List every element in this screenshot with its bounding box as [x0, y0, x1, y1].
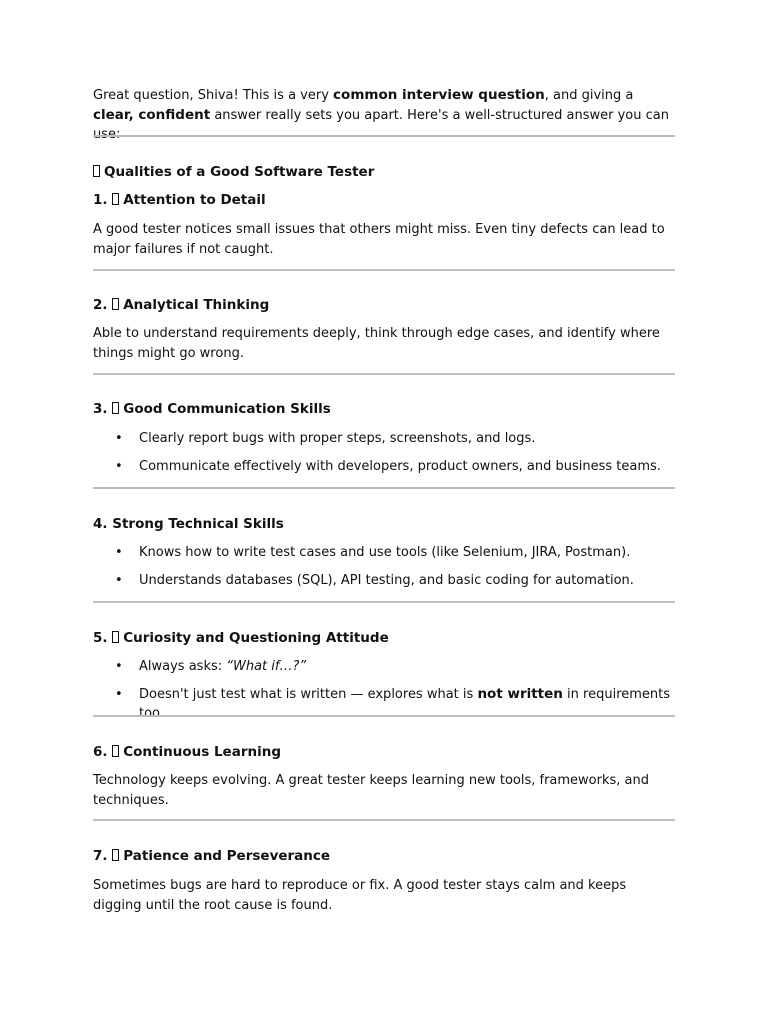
- emoji-placeholder-icon: [112, 631, 119, 643]
- bullet-list-3: [93, 429, 675, 448]
- bullet-list-3b: [93, 457, 675, 476]
- document-title: [93, 162, 675, 182]
- divider: [93, 601, 675, 603]
- section-heading-text: Patience and Perseverance: [123, 848, 331, 864]
- list-item-bold-text: not written: [477, 686, 563, 702]
- section-heading-6: [93, 742, 675, 762]
- section-heading-text: Analytical Thinking: [123, 297, 270, 313]
- emoji-placeholder-icon: [112, 745, 119, 757]
- bullet-list-5: [93, 657, 675, 676]
- list-item-text: Always asks:: [139, 659, 227, 674]
- divider: [93, 487, 675, 489]
- section-number: 7.: [93, 848, 108, 864]
- divider: [93, 135, 675, 137]
- section-heading-text: Strong Technical Skills: [112, 516, 284, 532]
- section-body-1: A good tester notices small issues that others might miss. Even tiny defects can lead to major failures if not caught.: [93, 222, 665, 257]
- list-item: • Understands databases (SQL), API testing, and basic coding for automation.: [93, 571, 675, 590]
- section-number: 4.: [93, 516, 108, 532]
- bullet-list-4b: [93, 571, 675, 590]
- intro-bold-text: clear, confident: [93, 106, 211, 123]
- section-body-6: Technology keeps evolving. A great tester keeps learning new tools, frameworks, and techniques.: [93, 773, 650, 808]
- emoji-placeholder-icon: [112, 298, 119, 310]
- emoji-placeholder-icon: [112, 402, 119, 414]
- section-body-2: Able to understand requirements deeply, think through edge cases, and identify where things might go wrong.: [93, 326, 660, 361]
- list-item: [93, 685, 675, 723]
- intro-text: answer really sets you apart. Here's a well-structured answer you can use:: [93, 107, 669, 142]
- section-number: 5.: [93, 630, 108, 646]
- section-heading-text: Good Communication Skills: [123, 401, 331, 417]
- intro-text: , and giving a: [544, 88, 634, 103]
- list-item: [93, 657, 675, 676]
- list-item-italic-text: “What if…?”: [226, 659, 307, 674]
- section-heading-3: [93, 399, 675, 419]
- section-heading-text: Curiosity and Questioning Attitude: [123, 630, 389, 646]
- bullet-list-4: [93, 543, 675, 562]
- section-heading-text: Continuous Learning: [123, 744, 281, 760]
- list-item-text: in requirements too.: [139, 687, 671, 721]
- divider: [93, 269, 675, 271]
- section-heading-2: [93, 295, 675, 315]
- list-item-text: Doesn't just test what is written — explores what is: [139, 687, 478, 702]
- intro-text: Great question, Shiva! This is a very: [93, 88, 334, 103]
- section-number: 6.: [93, 744, 108, 760]
- section-heading-1: [93, 190, 675, 210]
- divider: [93, 819, 675, 821]
- section-heading-5: [93, 628, 675, 648]
- list-item: • Knows how to write test cases and use tools (like Selenium, JIRA, Postman).: [93, 543, 675, 562]
- document-title-text: Qualities of a Good Software Tester: [104, 164, 375, 180]
- bullet-list-5b: [93, 685, 675, 723]
- emoji-placeholder-icon: [93, 165, 100, 177]
- divider: [93, 715, 675, 717]
- list-item: • Communicate effectively with developers, product owners, and business teams.: [93, 457, 675, 476]
- section-number: 2.: [93, 297, 108, 313]
- section-heading-7: [93, 846, 675, 866]
- section-heading-text: Attention to Detail: [123, 192, 266, 208]
- section-number: 3.: [93, 401, 108, 417]
- divider: [93, 373, 675, 375]
- emoji-placeholder-icon: [112, 193, 119, 205]
- section-body-7: Sometimes bugs are hard to reproduce or fix. A good tester stays calm and keeps digging until the root cause is found.: [93, 878, 627, 913]
- intro-bold-text: common interview question: [333, 87, 545, 103]
- list-item: • Clearly report bugs with proper steps, screenshots, and logs.: [93, 429, 675, 448]
- emoji-placeholder-icon: [112, 849, 119, 861]
- section-number: 1.: [93, 192, 108, 208]
- section-heading-4: [93, 514, 675, 534]
